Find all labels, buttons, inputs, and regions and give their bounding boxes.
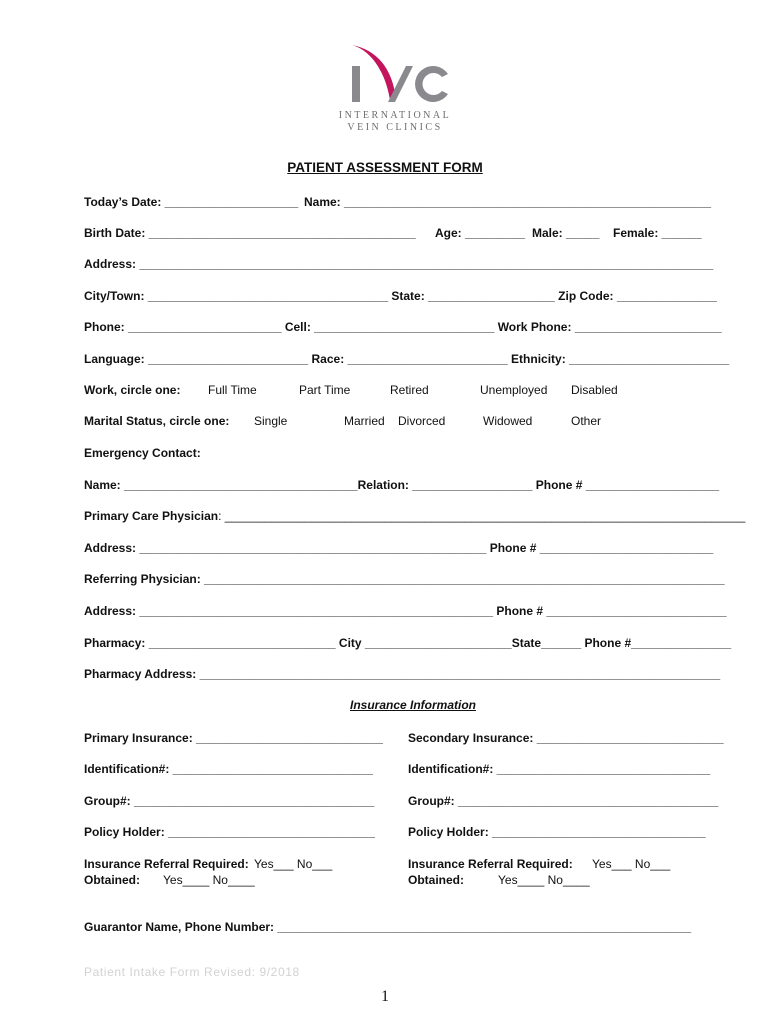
secondary-referral-label: Insurance Referral Required: — [408, 857, 573, 871]
age-field[interactable]: Age: _________ — [435, 226, 526, 240]
marital-option-single[interactable]: Single — [254, 414, 288, 428]
secondary-policy-holder-field[interactable]: Policy Holder: ________________________________ — [408, 825, 706, 839]
primary-insurance-field[interactable]: Primary Insurance: ____________________________ — [84, 731, 383, 745]
city-state-zip-field[interactable]: City/Town: ____________________________________ State: ___________________ Zip Code: _______________ — [84, 289, 717, 303]
primary-policy-holder-field[interactable]: Policy Holder: _______________________________ — [84, 825, 375, 839]
birth-date-field[interactable]: Birth Date: ________________________________________ — [84, 226, 416, 240]
emergency-contact-heading: Emergency Contact: — [84, 446, 201, 460]
address-field[interactable]: Address: ______________________________________________________________________________________ — [84, 257, 714, 271]
secondary-insurance-field[interactable]: Secondary Insurance: ____________________________ — [408, 731, 724, 745]
logo-line-international: INTERNATIONAL — [338, 110, 452, 121]
marital-option-married[interactable]: Married — [344, 414, 385, 428]
primary-referral-yes-no[interactable]: Yes___ No___ — [254, 857, 333, 871]
primary-obtained-label: Obtained: — [84, 873, 140, 887]
primary-identification-field[interactable]: Identification#: ______________________________ — [84, 762, 373, 776]
pharmacy-address-field[interactable]: Pharmacy Address: ______________________________________________________________________________ — [84, 667, 721, 681]
secondary-obtained-label: Obtained: — [408, 873, 464, 887]
language-race-ethnicity-field[interactable]: Language: ________________________ Race: ________________________ Ethnicity: ________________________ — [84, 352, 730, 366]
female-field[interactable]: Female: ______ — [613, 226, 702, 240]
insurance-heading: Insurance Information — [349, 698, 477, 712]
form-title: PATIENT ASSESSMENT FORM — [287, 160, 483, 175]
marital-option-widowed[interactable]: Widowed — [483, 414, 533, 428]
work-option-full-time[interactable]: Full Time — [208, 383, 257, 397]
phone-fields[interactable]: Phone: _______________________ Cell: ___________________________ Work Phone: ______________________ — [84, 320, 722, 334]
page-number: 1 — [381, 988, 389, 1005]
secondary-group-field[interactable]: Group#: _______________________________________ — [408, 794, 719, 808]
todays-date-field[interactable]: Today’s Date: ____________________ — [84, 195, 299, 209]
secondary-referral-yes-no[interactable]: Yes___ No___ — [592, 857, 671, 871]
logo-line-vein-clinics: VEIN CLINICS — [347, 122, 443, 133]
work-label: Work, circle one: — [84, 383, 181, 397]
work-option-disabled[interactable]: Disabled — [571, 383, 618, 397]
referring-physician-field[interactable]: Referring Physician: ______________________________________________________________________________ — [84, 572, 725, 586]
secondary-identification-field[interactable]: Identification#: ________________________________ — [408, 762, 711, 776]
marital-label: Marital Status, circle one: — [84, 414, 230, 428]
pharmacy-field[interactable]: Pharmacy: ____________________________ City ______________________State______ Phone #_______________ — [84, 636, 732, 650]
primary-group-field[interactable]: Group#: ____________________________________ — [84, 794, 375, 808]
primary-referral-label: Insurance Referral Required: — [84, 857, 249, 871]
marital-option-other[interactable]: Other — [571, 414, 602, 428]
guarantor-field[interactable]: Guarantor Name, Phone Number: ______________________________________________________________ — [84, 920, 692, 934]
work-option-unemployed[interactable]: Unemployed — [480, 383, 548, 397]
secondary-obtained-yes-no[interactable]: Yes____ No____ — [498, 873, 590, 887]
ivc-logo — [330, 40, 460, 135]
emergency-name-relation-phone-field[interactable]: Name: ___________________________________Relation: __________________ Phone # ____________________ — [84, 478, 720, 492]
primary-care-physician-line: : ______________________________________________________________________________ — [218, 509, 746, 523]
ivc-logo-mark — [330, 40, 460, 112]
primary-care-physician-field[interactable] — [84, 509, 745, 523]
work-option-retired[interactable]: Retired — [390, 383, 429, 397]
pcp-address-phone-field[interactable]: Address: ____________________________________________________ Phone # __________________________ — [84, 541, 714, 555]
marital-option-divorced[interactable]: Divorced — [398, 414, 446, 428]
primary-care-physician-label: Primary Care Physician — [84, 509, 219, 523]
referring-address-phone-field[interactable]: Address: _____________________________________________________ Phone # ___________________________ — [84, 604, 727, 618]
primary-obtained-yes-no[interactable]: Yes____ No____ — [163, 873, 255, 887]
male-field[interactable]: Male: _____ — [532, 226, 600, 240]
work-option-part-time[interactable]: Part Time — [299, 383, 351, 397]
footer-revision-note: Patient Intake Form Revised: 9/2018 — [84, 965, 300, 979]
name-field[interactable]: Name: _______________________________________________________ — [304, 195, 712, 209]
